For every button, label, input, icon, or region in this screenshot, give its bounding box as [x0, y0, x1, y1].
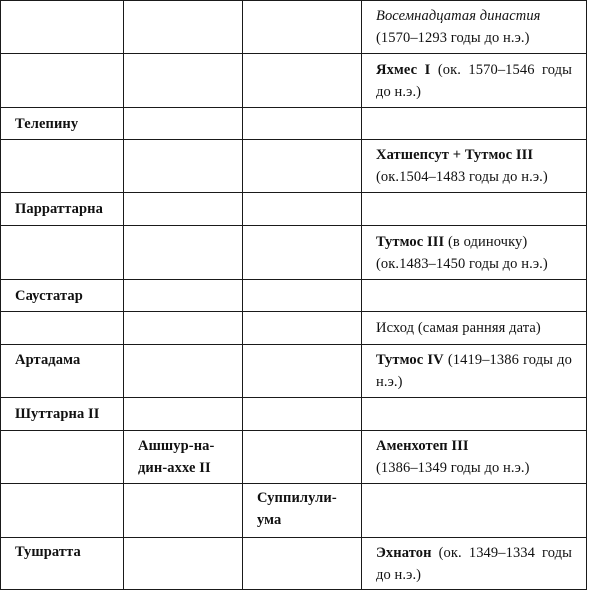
table-cell: Суппилули-ума	[243, 484, 362, 538]
table-cell	[362, 140, 587, 193]
table-cell	[243, 398, 362, 431]
pharaoh-name: Яхмес I	[376, 61, 431, 78]
table-row	[1, 431, 587, 484]
table-row	[1, 345, 587, 398]
table-cell	[362, 431, 587, 484]
reign-dates: (1386–1349 годы до н.э.)	[376, 460, 530, 476]
table-cell	[1, 1, 124, 54]
pharaoh-name: Эхнатон	[376, 544, 432, 561]
table-cell	[124, 1, 243, 54]
dynasty-dates: (1570–1293 годы до н.э.)	[376, 30, 530, 46]
reign-dates: (ок. 1570–1546 годы до н.э.)	[376, 61, 572, 100]
table-row	[1, 140, 587, 193]
table-row	[1, 538, 587, 590]
table-cell: Шуттарна II	[1, 398, 124, 431]
table-cell	[124, 140, 243, 193]
table-cell	[243, 108, 362, 140]
table-cell	[243, 312, 362, 345]
table-cell	[1, 226, 124, 280]
reign-dates: (ок. 1349–1334 годы до н.э.)	[376, 544, 572, 583]
table-row	[1, 54, 587, 108]
table-cell	[1, 431, 124, 484]
table-row	[1, 108, 587, 140]
table-cell	[124, 345, 243, 398]
pharaoh-name: Аменхотеп III	[376, 438, 469, 454]
table-cell	[362, 484, 587, 538]
table-cell	[243, 345, 362, 398]
table-cell: Саустатар	[1, 280, 124, 312]
table-cell: Парраттарна	[1, 193, 124, 226]
table-cell: Артадама	[1, 345, 124, 398]
table-cell	[243, 54, 362, 108]
table-cell	[243, 538, 362, 590]
reign-dates: (1419–1386 годы до н.э.)	[376, 352, 572, 390]
reign-dates: (в одиночку) (ок.1483–1450 годы до н.э.)	[376, 233, 548, 272]
table-cell	[124, 538, 243, 590]
table-cell	[362, 538, 587, 590]
table-cell	[124, 226, 243, 280]
reign-dates: (ок.1504–1483 годы до н.э.)	[376, 169, 548, 185]
table-cell: Телепину	[1, 108, 124, 140]
table-cell: Исход (самая ранняя дата)	[362, 312, 587, 345]
table-cell: Ашшур-на-дин-аххе II	[124, 431, 243, 484]
table-cell	[243, 280, 362, 312]
table-cell	[124, 484, 243, 538]
table-cell	[362, 280, 587, 312]
table-cell	[124, 280, 243, 312]
table-cell	[1, 54, 124, 108]
table-cell	[124, 312, 243, 345]
table-cell	[243, 193, 362, 226]
table-cell	[243, 226, 362, 280]
table-row	[1, 398, 587, 431]
table-cell	[362, 345, 587, 398]
table-cell	[124, 54, 243, 108]
table-cell	[124, 108, 243, 140]
dynasty-heading: Восемнадцатая династия	[376, 8, 541, 24]
pharaoh-name: Тутмос IV	[376, 352, 444, 368]
table-row	[1, 484, 587, 538]
table-row	[1, 193, 587, 226]
table-cell	[243, 1, 362, 54]
table-cell	[243, 140, 362, 193]
table-cell	[362, 226, 587, 280]
table-row	[1, 312, 587, 345]
table-cell	[1, 484, 124, 538]
table-row	[1, 226, 587, 280]
table-cell	[362, 398, 587, 431]
pharaoh-name: Хатшепсут + Тутмос III	[376, 147, 534, 163]
table-cell	[1, 140, 124, 193]
table-cell	[362, 108, 587, 140]
pharaoh-name: Тутмос III	[376, 233, 445, 250]
table-row	[1, 1, 587, 54]
table-cell	[243, 431, 362, 484]
table-cell	[124, 193, 243, 226]
table-cell: Тушратта	[1, 538, 124, 590]
table-cell	[362, 193, 587, 226]
table-row	[1, 280, 587, 312]
table-cell	[362, 54, 587, 108]
table-cell	[1, 312, 124, 345]
table-cell	[124, 398, 243, 431]
table-cell	[362, 1, 587, 54]
